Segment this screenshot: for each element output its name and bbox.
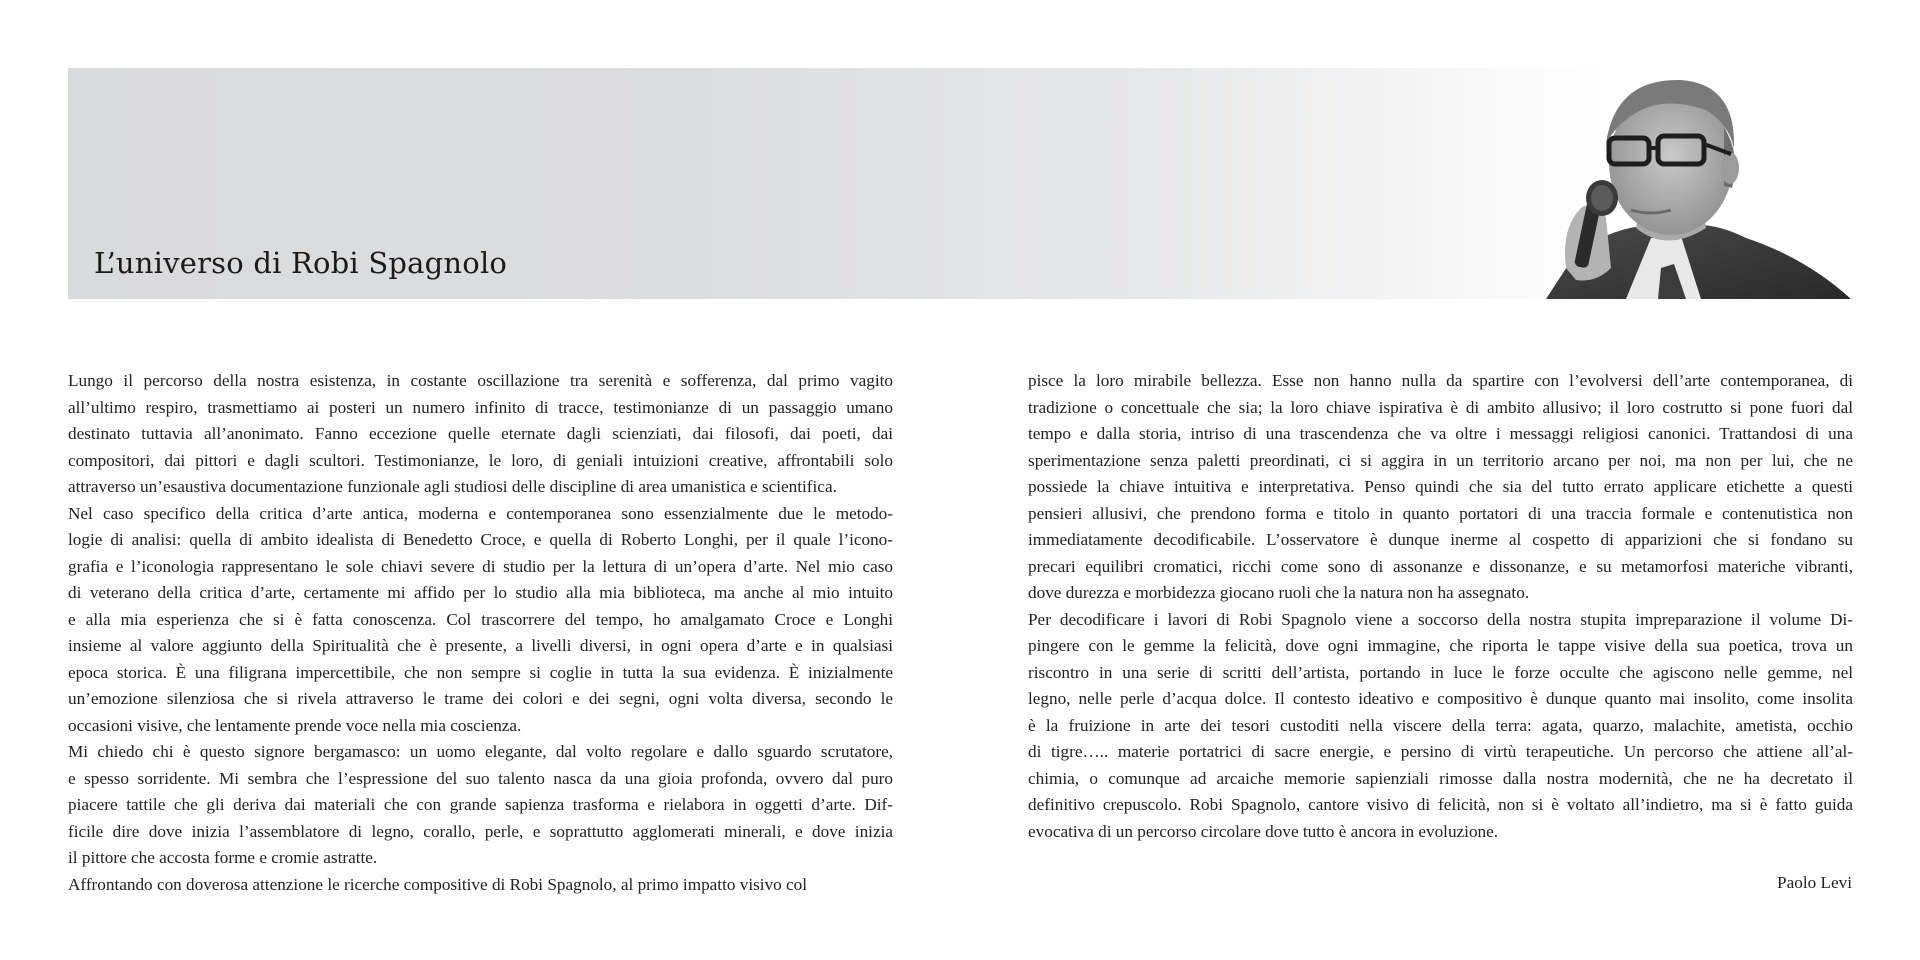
text-line: tradizione o concettuale che sia; la loro chiave ispirativa è di ambito allusivo; il loro costrutto si pone fuori dal xyxy=(1028,397,1853,417)
author-signature: Paolo Levi xyxy=(1777,873,1852,892)
text-line: destinato tuttavia all’anonimato. Fanno eccezione quelle eternate dagli scienziati, dai filosofi, dai poeti, dai xyxy=(68,424,893,443)
text-line: occasioni visive, che lentamente prende voce nella mia coscienza. xyxy=(68,715,522,735)
text-line: logie di analisi: quella di ambito idealista di Benedetto Croce, e quella di Roberto Longhi, per il quale l’icono- xyxy=(68,530,893,549)
text-line: sperimentazione senza paletti preordinati, ci si aggira in un territorio arcano per noi, ma non per lui, che ne xyxy=(1028,450,1853,470)
text-column-left xyxy=(68,368,893,898)
text-line: di tigre….. materie portatrici di sacre energie, e persino di virtù terapeutiche. Un percorso che attiene all’al- xyxy=(1028,742,1853,761)
text-line: compositori, dai pittori e dagli scultori. Testimonianze, le loro, di geniali intuizioni creative, affrontabili solo xyxy=(68,450,893,470)
text-line: il pittore che accosta forme e cromie astratte. xyxy=(68,848,378,867)
text-line: ficile dire dove inizia l’assemblatore di legno, corallo, perle, e soprattutto agglomerati minerali, e dove inizia xyxy=(68,821,893,841)
text-line: possiede la chiave intuitiva e interpretativa. Penso quindi che sia del tutto errato applicare etichette a questi xyxy=(1028,477,1853,496)
text-line: epoca storica. È una filigrana impercettibile, che non sempre si coglie in tutta la sua evidenza. È inizialmente xyxy=(68,662,893,682)
text-line: grafia e l’iconologia rappresentano le sole chiavi severe di studio per la lettura di un’opera d’arte. Nel mio caso xyxy=(68,556,893,576)
text-line: un’emozione silenziosa che si rivela attraverso le trame dei colori e dei segni, ogni volta diversa, secondo le xyxy=(68,689,893,708)
text-line: Lungo il percorso della nostra esistenza, in costante oscillazione tra serenità e sofferenza, dal primo vagito xyxy=(68,371,893,390)
text-line: tempo e dalla storia, intriso di una trascendenza che va oltre i messaggi religiosi canonici. Trattandosi di una xyxy=(1028,424,1853,443)
text-column-right xyxy=(1028,368,1853,845)
text-line: legno, nelle perle d’acqua dolce. Il contesto ideativo e compositivo è dunque quanto mai insolito, come insolita xyxy=(1028,689,1853,708)
text-line: dove durezza e morbidezza giocano ruoli che la natura non ha assegnato. xyxy=(1028,583,1530,602)
text-line: e alla mia esperienza che si è fatta conoscenza. Col trascorrere del tempo, ho amalgamato Croce e Longhi xyxy=(68,609,893,629)
text-line: Nel caso specifico della critica d’arte antica, moderna e contemporanea sono essenzialmente due le metodo- xyxy=(68,503,893,523)
text-line: definitivo crepuscolo. Robi Spagnolo, cantore visivo di felicità, non si è voltato all’indietro, ma si è fatto guida xyxy=(1028,795,1853,814)
text-line: all’ultimo respiro, trasmettiamo ai posteri un numero infinito di tracce, testimonianze di un passaggio umano xyxy=(68,397,893,417)
text-line: Affrontando con doverosa attenzione le ricerche compositive di Robi Spagnolo, al primo impatto visivo col xyxy=(68,874,808,894)
text-line: pingere con le gemme la felicità, dove ogni immagine, che riporta le tappe visive della sua poetica, trova un xyxy=(1028,636,1853,655)
text-line: pensieri allusivi, che prendono forma e titolo in quanto portatori di una traccia formale e contenutistica non xyxy=(1028,503,1853,523)
text-line: attraverso un’esaustiva documentazione funzionale agli studiosi delle discipline di area umanistica e scientifica. xyxy=(68,477,837,496)
author-portrait xyxy=(1456,68,1854,299)
text-line: immediatamente decodificabile. L’osservatore è dunque inerme al cospetto di apparizioni che si fondano su xyxy=(1028,530,1853,549)
text-line: piacere tattile che gli deriva dai materiali che con grande sapienza trasforma e rielabora in oggetti d’arte. Dif- xyxy=(68,795,893,814)
text-line: precari equilibri cromatici, ricchi come sono di assonanze e dissonanze, e su metamorfosi materiche vibranti, xyxy=(1028,556,1853,576)
page-title: L’universo di Robi Spagnolo xyxy=(94,246,508,280)
text-line: Mi chiedo chi è questo signore bergamasco: un uomo elegante, dal volto regolare e dallo sguardo scrutatore, xyxy=(68,742,893,761)
text-line: evocativa di un percorso circolare dove tutto è ancora in evoluzione. xyxy=(1028,821,1499,841)
text-line: di veterano della critica d’arte, certamente mi affido per lo studio alla mia biblioteca, ma anche al mio intuito xyxy=(68,583,893,602)
header-banner xyxy=(68,68,1854,299)
text-line: e spesso sorridente. Mi sembra che l’espressione del suo talento nasca da una gioia profonda, ovvero dal puro xyxy=(68,768,893,788)
text-line: chimia, o comunque ad arcaiche memorie sapienziali rimosse dalla nostra modernità, che ne ha decretato il xyxy=(1028,768,1853,788)
text-line: insieme al valore aggiunto della Spiritualità che è presente, a livelli diversi, in ogni opera d’arte e in qualsiasi xyxy=(68,636,893,655)
text-line: pisce la loro mirabile bellezza. Esse non hanno nulla da spartire con l’evolversi dell’arte contemporanea, di xyxy=(1028,371,1853,390)
text-line: è la fruizione in arte dei tesori custoditi nella viscere della terra: agata, quarzo, malachite, ametista, occhio xyxy=(1028,715,1853,735)
text-line: Per decodificare i lavori di Robi Spagnolo viene a soccorso della nostra stupita impreparazione il volume Di- xyxy=(1028,609,1853,629)
text-line: riscontro in una serie di scritti dell’artista, portando in luce le forze occulte che agiscono nelle gemme, nel xyxy=(1028,662,1853,682)
